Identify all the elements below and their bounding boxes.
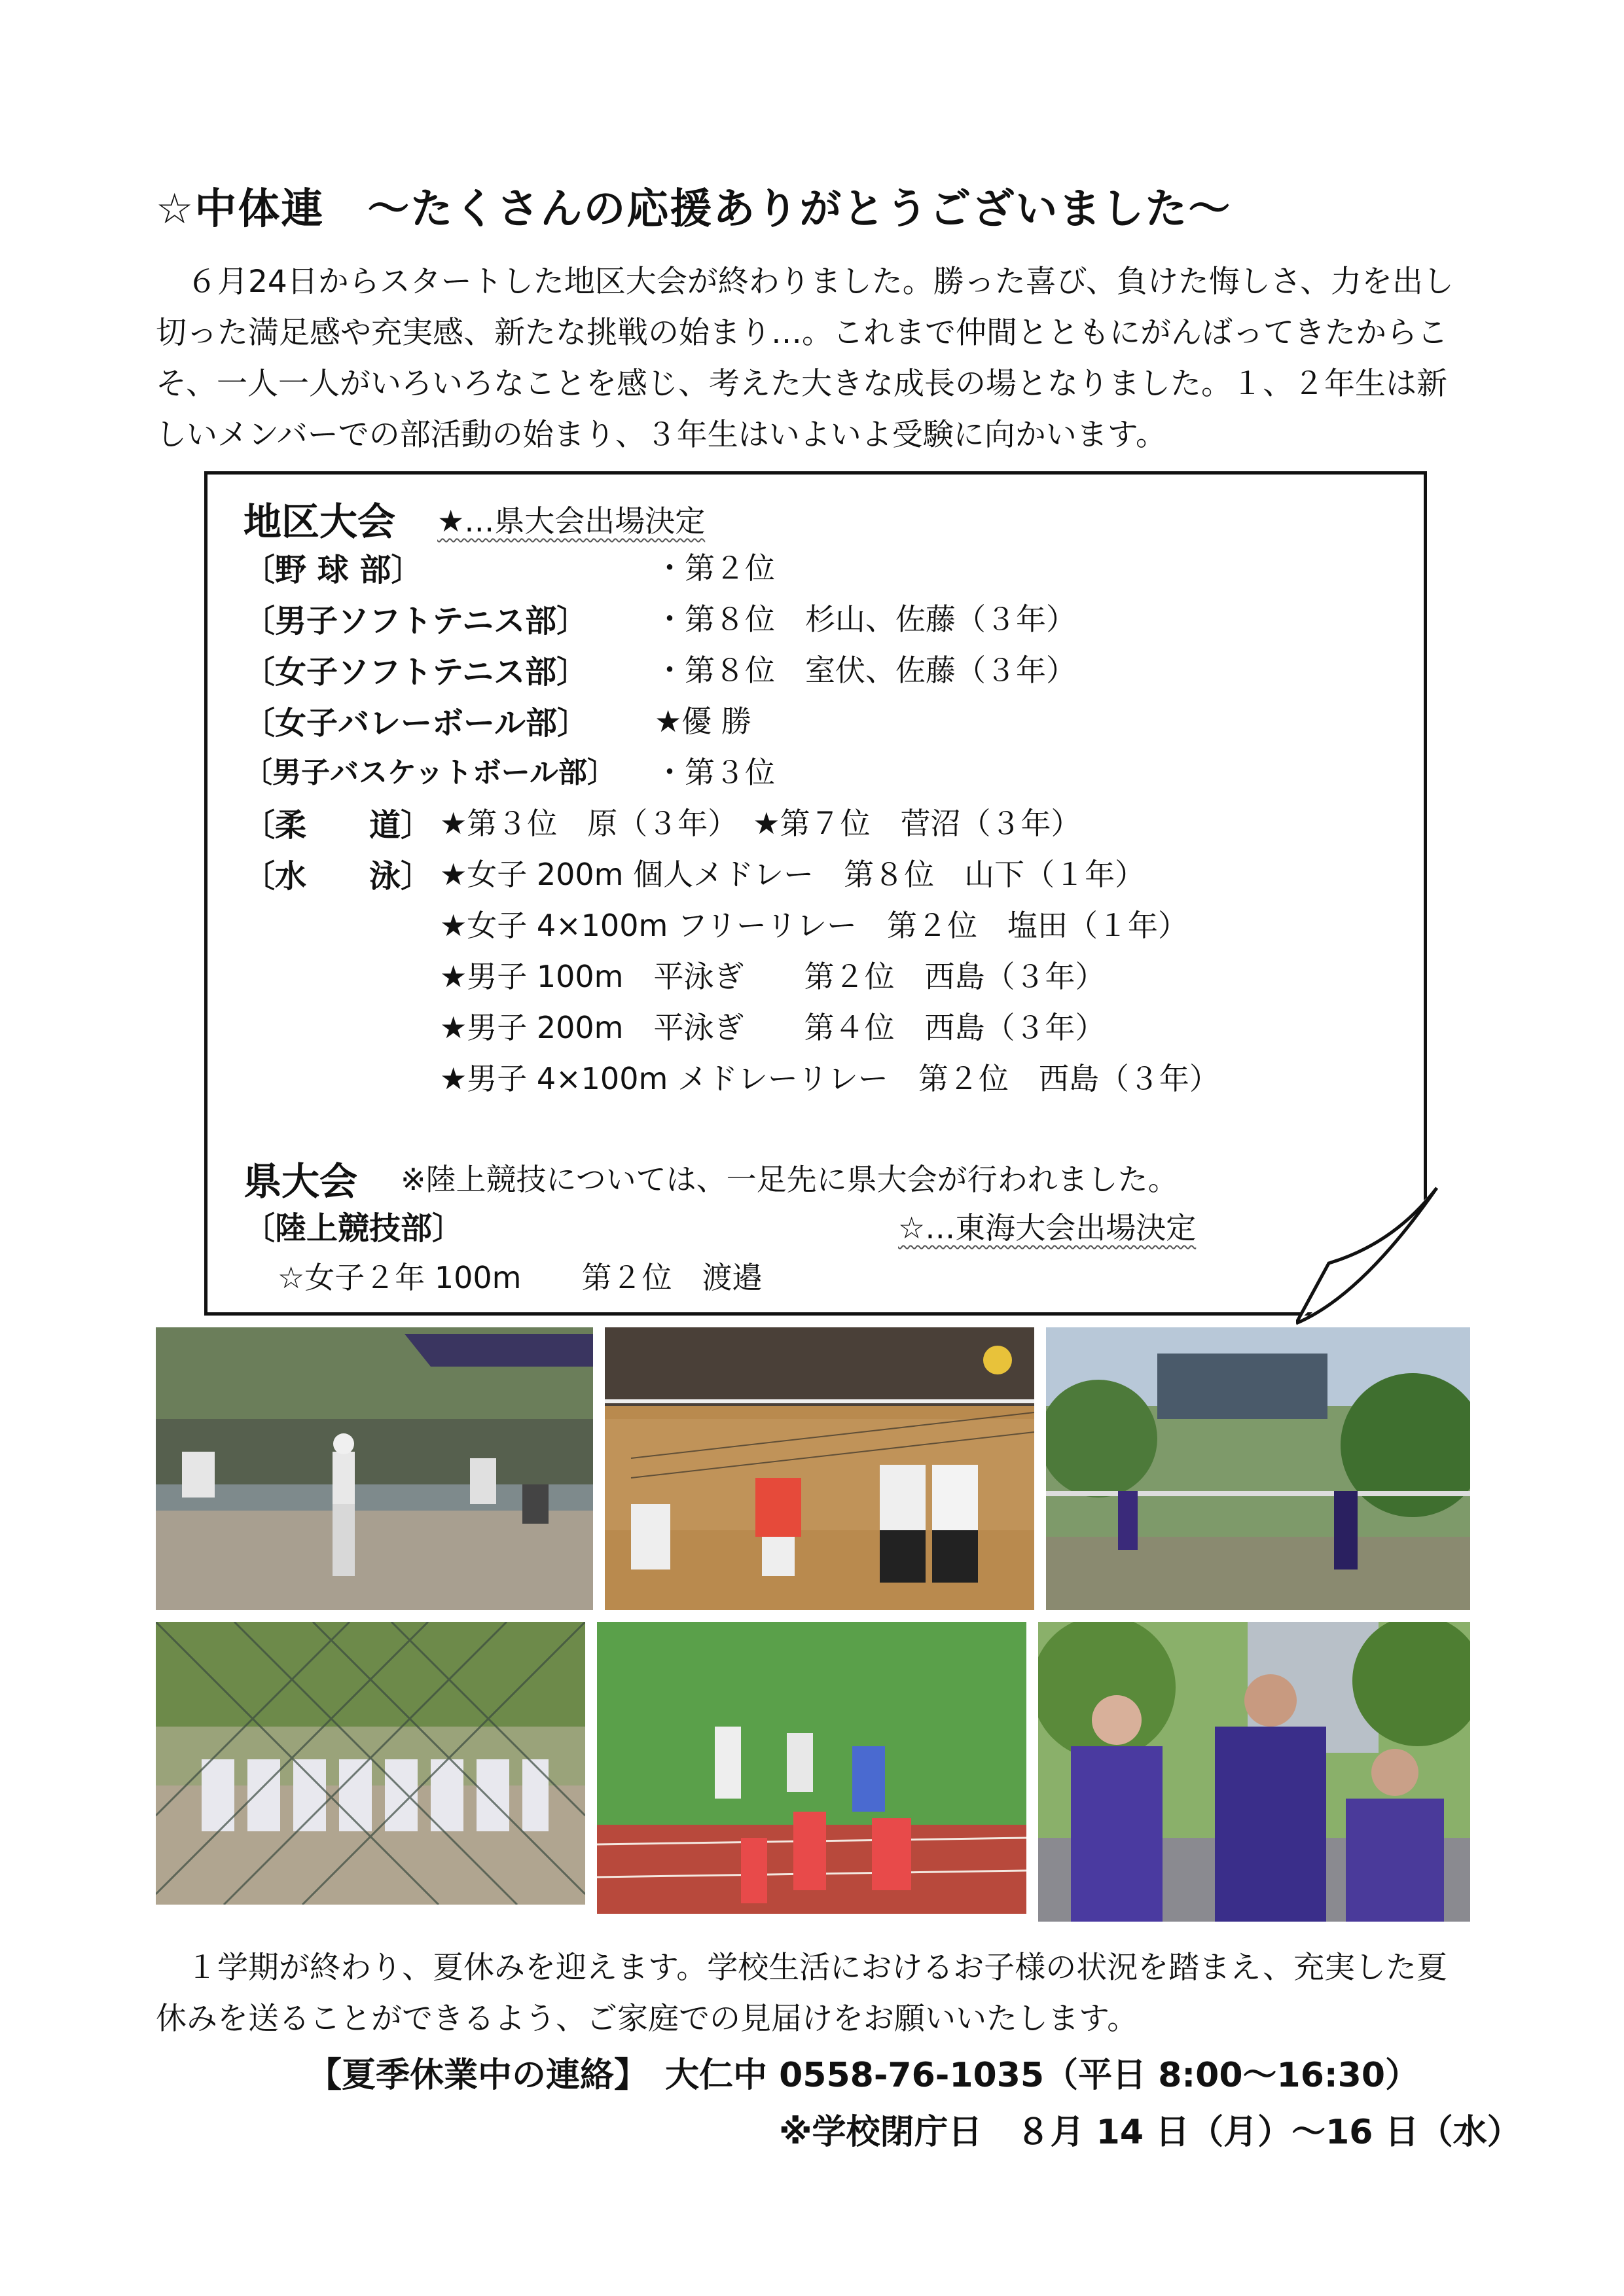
photo-tennis-players bbox=[1038, 1622, 1470, 1922]
result-girls-volleyball: ★優 勝 bbox=[655, 704, 751, 739]
club-girls-soft-tennis: 〔女子ソフトテニス部〕 bbox=[244, 654, 588, 691]
photo-baseball-team bbox=[156, 1622, 585, 1905]
prefecture-legend: ☆…東海大会出場決定 bbox=[898, 1210, 1197, 1246]
prefecture-title: 県大会 bbox=[244, 1159, 358, 1204]
result-boys-basketball: ・第３位 bbox=[655, 755, 775, 790]
school-closed-days: ※学校閉庁日 ８月 14 日（月）～16 日（水） bbox=[779, 2113, 1521, 2152]
page-curl-icon bbox=[1296, 1185, 1440, 1329]
result-swim-1: ★女子 200m 個人メドレー 第８位 山下（１年） bbox=[440, 857, 1146, 892]
club-judo: 〔柔 道〕 bbox=[244, 807, 433, 844]
result-baseball: ・第２位 bbox=[655, 550, 775, 586]
closing-paragraph bbox=[156, 1943, 1478, 2045]
page-title: ☆中体連 ～たくさんの応援ありがとうございました～ bbox=[156, 185, 1232, 234]
club-boys-basketball: 〔男子バスケットボール部〕 bbox=[244, 756, 616, 789]
club-swimming: 〔水 泳〕 bbox=[244, 858, 433, 895]
club-boys-soft-tennis: 〔男子ソフトテニス部〕 bbox=[244, 603, 588, 639]
prefecture-note: ※陸上競技については、一足先に県大会が行われました。 bbox=[401, 1162, 1178, 1197]
result-judo: ★第３位 原（３年） ★第７位 菅沼（３年） bbox=[440, 806, 1081, 841]
closing-text: １学期が終わり、夏休みを迎えます。学校生活におけるお子様の状況を踏まえ、充実した夏休みを送ることができるよう、ご家庭での見届けをお願いいたします。 bbox=[156, 1950, 1448, 2037]
result-swim-4: ★男子 200m 平泳ぎ 第４位 西島（３年） bbox=[440, 1010, 1106, 1045]
photo-baseball bbox=[156, 1327, 593, 1610]
photo-soft-tennis bbox=[1046, 1327, 1470, 1610]
result-girls-soft-tennis: ・第８位 室伏、佐藤（３年） bbox=[655, 653, 1076, 688]
club-baseball: 〔野 球 部〕 bbox=[244, 552, 423, 588]
club-track-field: 〔陸上競技部〕 bbox=[244, 1210, 464, 1247]
photo-track bbox=[597, 1622, 1026, 1914]
intro-text: ６月24日からスタートした地区大会が終わりました。勝った喜び、負けた悔しさ、力を出し切った満足感や充実感、新たな挑戦の始まり…。これまで仲間とともにがんばってきたからこそ、一人一人がいろいろなことを感じ、考えた大きな成長の場となりました。１、２年生は新しいメンバーでの部活動の始まり、３年生はいよいよ受験に向かいます。 bbox=[156, 264, 1454, 453]
result-boys-soft-tennis: ・第８位 杉山、佐藤（３年） bbox=[655, 601, 1076, 637]
result-swim-3: ★男子 100m 平泳ぎ 第２位 西島（３年） bbox=[440, 959, 1106, 994]
photo-volleyball bbox=[605, 1327, 1034, 1610]
summer-contact: 【夏季休業中の連絡】 大仁中 0558-76-1035（平日 8:00～16:30） bbox=[308, 2056, 1420, 2095]
result-track-field: ☆女子２年 100m 第２位 渡邉 bbox=[278, 1260, 763, 1295]
result-swim-5: ★男子 4×100m メドレーリレー 第２位 西島（３年） bbox=[440, 1061, 1219, 1096]
district-title: 地区大会 bbox=[244, 499, 396, 544]
district-legend: ★…県大会出場決定 bbox=[437, 503, 706, 539]
result-swim-2: ★女子 4×100m フリーリレー 第２位 塩田（１年） bbox=[440, 908, 1189, 943]
intro-paragraph bbox=[156, 257, 1478, 461]
club-girls-volleyball: 〔女子バレーボール部〕 bbox=[244, 705, 589, 742]
